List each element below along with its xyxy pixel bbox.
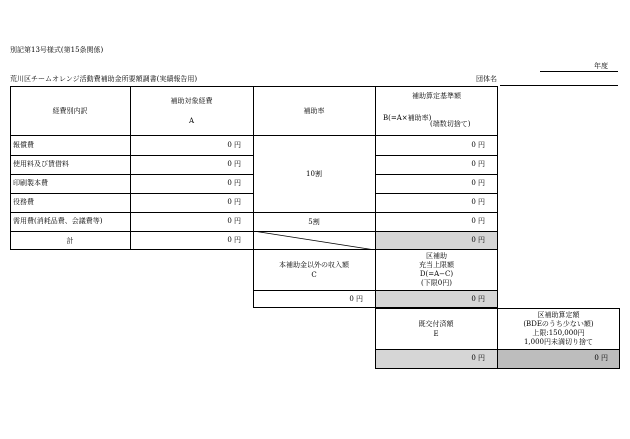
divider-col1	[130, 86, 131, 250]
e-label-symbol: E	[433, 330, 439, 338]
divider-row3	[10, 193, 253, 194]
row-item: 使用料及び賃借料	[13, 160, 69, 168]
d-label-line4: (下限0円)	[421, 279, 452, 287]
header-rate: 補助率	[303, 107, 325, 115]
header-basis-note: (端数切捨て)	[430, 120, 471, 128]
rate-5-label: 5割	[308, 218, 320, 226]
row-basis: 0 円	[471, 179, 485, 187]
f-value: 0 円	[594, 354, 608, 362]
d-label-line3: D(=A−C)	[419, 270, 454, 278]
total-label: 計	[66, 237, 74, 245]
total-basis: 0 円	[471, 236, 485, 244]
row-basis: 0 円	[471, 160, 485, 168]
f-label-line3: 上限:150,000円	[532, 329, 585, 337]
header-cost: 補助対象経費	[170, 97, 213, 105]
row-cost: 0 円	[227, 160, 241, 168]
header-basis: 補助算定基準額	[412, 92, 461, 100]
year-underline	[540, 71, 618, 72]
section-cd-hdivider	[253, 290, 498, 291]
row-basis: 0 円	[471, 217, 485, 225]
row-basis: 0 円	[471, 141, 485, 149]
e-value: 0 円	[471, 354, 485, 362]
f-label-line2: (BDEのうち少ない額)	[523, 320, 594, 328]
d-label-line1: 区補助	[426, 252, 447, 260]
c-label: 本補助金以外の収入額	[279, 261, 349, 269]
row-item: 需用費(消耗品費、会議費等)	[13, 217, 103, 225]
organization-underline	[500, 85, 618, 86]
row-basis: 0 円	[471, 198, 485, 206]
c-label-symbol: C	[311, 271, 317, 279]
rate-10-label: 10割	[306, 170, 322, 178]
divider-header	[10, 135, 498, 136]
row-cost: 0 円	[227, 141, 241, 149]
row-item: 報償費	[13, 141, 34, 149]
header-cost-sub: A	[188, 117, 195, 125]
form-label: 別記第13号様式(第15条関係)	[10, 46, 104, 54]
header-basis-formula: B(=A×補助率)	[383, 114, 432, 122]
organization-label: 団体名	[476, 75, 497, 83]
f-label-line1: 区補助算定額	[537, 311, 580, 319]
row-cost: 0 円	[227, 179, 241, 187]
divider-row2-b	[375, 174, 498, 175]
year-label: 年度	[594, 62, 608, 70]
divider-row2	[10, 174, 253, 175]
f-label-line4: 1,000円未満切り捨て	[523, 338, 594, 346]
section-ef-hdivider	[375, 349, 620, 350]
d-value: 0 円	[471, 295, 485, 303]
d-label-line2: 充当上限額	[419, 261, 454, 269]
divider-row1	[10, 155, 253, 156]
row-cost: 0 円	[227, 198, 241, 206]
document-title: 荒川区チームオレンジ活動費補助金所要額調書(実績報告用)	[10, 75, 198, 83]
total-rate-diagonal	[253, 231, 376, 250]
c-value: 0 円	[349, 295, 363, 303]
header-item: 経費別内訳	[52, 107, 88, 115]
e-label: 既交付済額	[418, 320, 454, 328]
divider-row4	[10, 212, 498, 213]
total-cost: 0 円	[227, 236, 241, 244]
divider-row3-b	[375, 193, 498, 194]
divider-row1-b	[375, 155, 498, 156]
row-item: 印刷製本費	[13, 179, 48, 187]
row-cost: 0 円	[227, 217, 241, 225]
divider-col3	[375, 86, 376, 250]
row-item: 役務費	[13, 198, 34, 206]
